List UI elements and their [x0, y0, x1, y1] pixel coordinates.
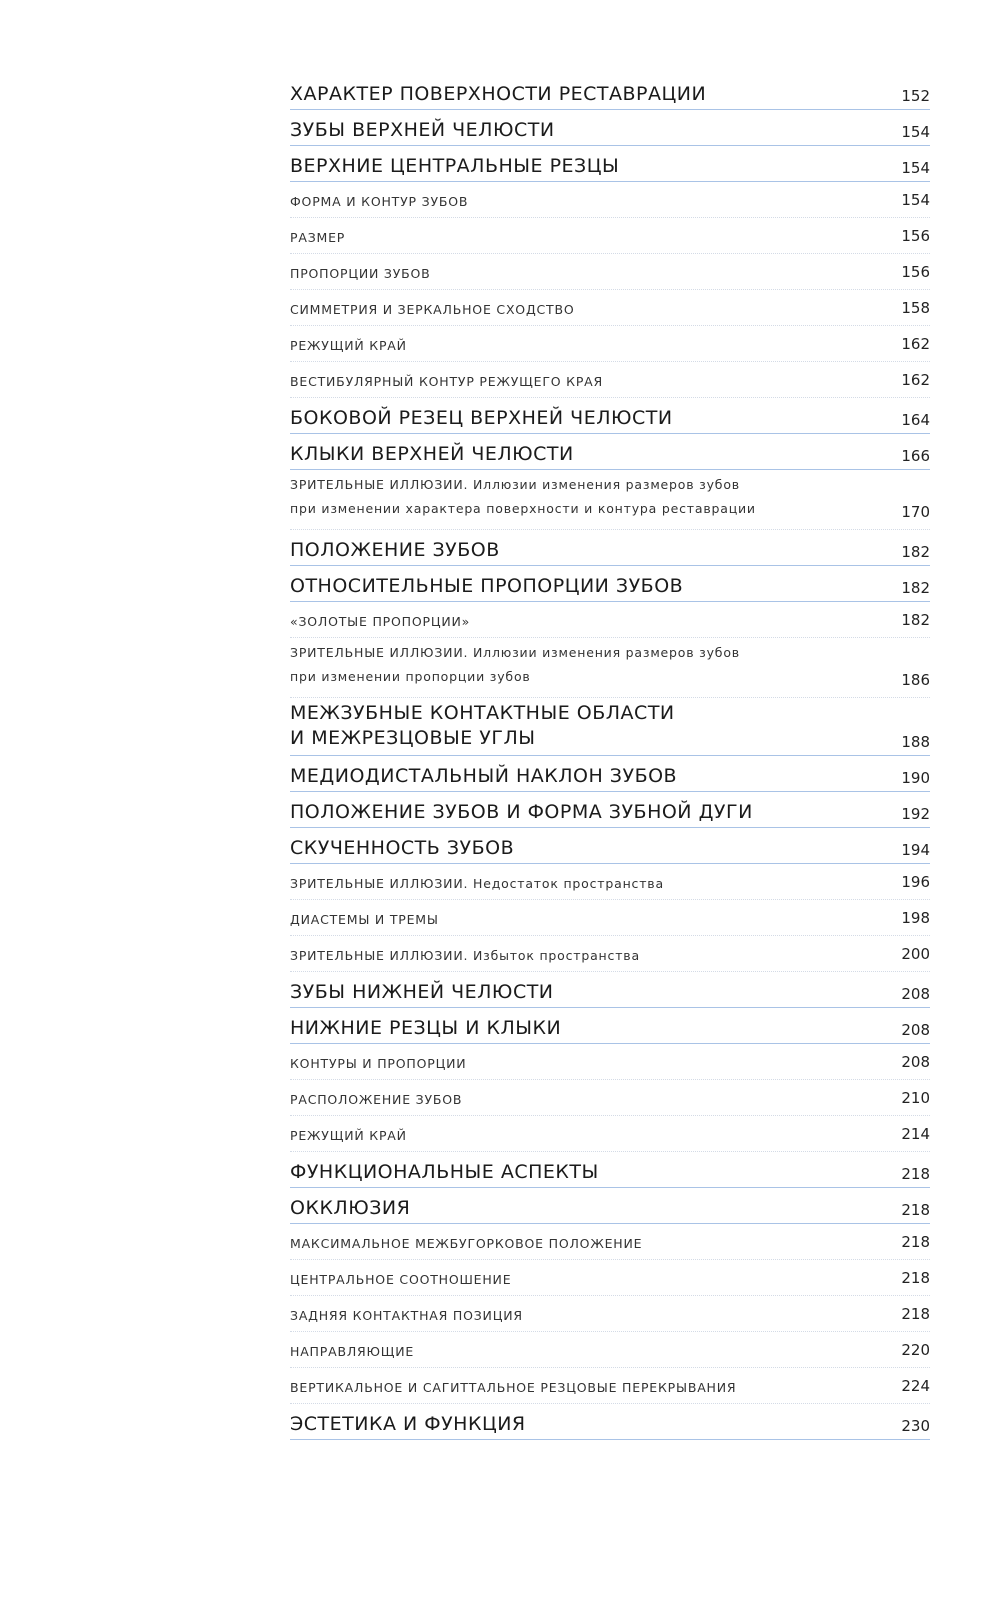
toc-page-number: 182 [901, 543, 930, 561]
toc-entry[interactable] [290, 398, 930, 434]
toc-page-number: 154 [901, 191, 930, 209]
toc-entry[interactable] [290, 566, 930, 602]
toc-page-number: 170 [901, 503, 930, 521]
toc-entry-title: НИЖНИЕ РЕЗЦЫ И КЛЫКИ [290, 1017, 562, 1039]
toc-entry-title [290, 473, 886, 521]
toc-entry-title: РАСПОЛОЖЕНИЕ ЗУБОВ [290, 1092, 463, 1107]
toc-entry[interactable] [290, 182, 930, 218]
toc-page-number: 218 [901, 1233, 930, 1251]
toc-entry-title: РЕЖУЩИЙ КРАЙ [290, 1128, 407, 1143]
toc-entry-title: ЗАДНЯЯ КОНТАКТНАЯ ПОЗИЦИЯ [290, 1308, 523, 1323]
toc-entry-title: НАПРАВЛЯЮЩИЕ [290, 1344, 415, 1359]
toc-entry-line: ЗРИТЕЛЬНЫЕ ИЛЛЮЗИИ. Иллюзии изменения размеров зубов [290, 645, 740, 660]
toc-entry-title: ВЕСТИБУЛЯРНЫЙ КОНТУР РЕЖУЩЕГО КРАЯ [290, 374, 604, 389]
toc-entry[interactable] [290, 110, 930, 146]
toc-page-number: 156 [901, 227, 930, 245]
toc-entry-title: БОКОВОЙ РЕЗЕЦ ВЕРХНЕЙ ЧЕЛЮСТИ [290, 407, 673, 429]
toc-page-number: 192 [901, 805, 930, 823]
toc-entry-title [290, 641, 886, 689]
toc-entry[interactable] [290, 698, 930, 756]
toc-entry-title: СКУЧЕННОСТЬ ЗУБОВ [290, 837, 515, 859]
toc-entry-title: ВЕРХНИЕ ЦЕНТРАЛЬНЫЕ РЕЗЦЫ [290, 155, 620, 177]
toc-entry-title: СИММЕТРИЯ И ЗЕРКАЛЬНОЕ СХОДСТВО [290, 302, 575, 317]
toc-entry-title: «ЗОЛОТЫЕ ПРОПОРЦИИ» [290, 614, 471, 629]
toc-page-number: 224 [901, 1377, 930, 1395]
toc-entry[interactable] [290, 1116, 930, 1152]
toc-entry-title: ПРОПОРЦИИ ЗУБОВ [290, 266, 431, 281]
toc-entry-title: ПОЛОЖЕНИЕ ЗУБОВ [290, 539, 500, 561]
toc-entry-title: ЦЕНТРАЛЬНОЕ СООТНОШЕНИЕ [290, 1272, 512, 1287]
toc-entry-title: ОТНОСИТЕЛЬНЫЕ ПРОПОРЦИИ ЗУБОВ [290, 575, 684, 597]
toc-entry[interactable] [290, 290, 930, 326]
toc-page-number: 162 [901, 371, 930, 389]
toc-entry[interactable] [290, 326, 930, 362]
toc-entry[interactable] [290, 828, 930, 864]
toc-page-number: 162 [901, 335, 930, 353]
toc-entry[interactable] [290, 1224, 930, 1260]
toc-entry-title: ФУНКЦИОНАЛЬНЫЕ АСПЕКТЫ [290, 1161, 599, 1183]
toc-entry-title: ХАРАКТЕР ПОВЕРХНОСТИ РЕСТАВРАЦИИ [290, 83, 707, 105]
toc-page-number: 208 [901, 1021, 930, 1039]
toc-page-number: 200 [901, 945, 930, 963]
toc-page-number: 166 [901, 447, 930, 465]
toc-entry[interactable] [290, 792, 930, 828]
toc-entry[interactable] [290, 936, 930, 972]
toc-entry[interactable] [290, 900, 930, 936]
toc-entry[interactable] [290, 1008, 930, 1044]
toc-page-number: 208 [901, 985, 930, 1003]
toc-entry-title: ЗУБЫ ВЕРХНЕЙ ЧЕЛЮСТИ [290, 119, 555, 141]
toc-entry-line: при изменении характера поверхности и контура реставрации [290, 501, 756, 516]
toc-entry-title [290, 701, 886, 751]
table-of-contents [290, 74, 930, 1440]
toc-page-number: 210 [901, 1089, 930, 1107]
toc-entry[interactable] [290, 74, 930, 110]
toc-entry-line: ЗРИТЕЛЬНЫЕ ИЛЛЮЗИИ. Иллюзии изменения размеров зубов [290, 477, 740, 492]
toc-page-number: 164 [901, 411, 930, 429]
toc-entry-title: КОНТУРЫ И ПРОПОРЦИИ [290, 1056, 467, 1071]
toc-entry-title: ЗРИТЕЛЬНЫЕ ИЛЛЮЗИИ. Недостаток пространства [290, 876, 664, 891]
toc-entry[interactable] [290, 1332, 930, 1368]
toc-page-number: 214 [901, 1125, 930, 1143]
toc-entry-title: ФОРМА И КОНТУР ЗУБОВ [290, 194, 469, 209]
toc-page-number: 194 [901, 841, 930, 859]
toc-entry-title: КЛЫКИ ВЕРХНЕЙ ЧЕЛЮСТИ [290, 443, 574, 465]
toc-page-number: 208 [901, 1053, 930, 1071]
toc-entry[interactable] [290, 1080, 930, 1116]
toc-entry[interactable] [290, 1296, 930, 1332]
toc-entry[interactable] [290, 972, 930, 1008]
toc-page-number: 190 [901, 769, 930, 787]
toc-entry-title: ЭСТЕТИКА И ФУНКЦИЯ [290, 1413, 526, 1435]
toc-page-number: 218 [901, 1305, 930, 1323]
toc-page-number: 218 [901, 1269, 930, 1287]
toc-entry-line: при изменении пропорции зубов [290, 669, 531, 684]
toc-entry[interactable] [290, 218, 930, 254]
toc-entry[interactable] [290, 530, 930, 566]
toc-entry[interactable] [290, 434, 930, 470]
toc-page-number: 188 [901, 733, 930, 751]
toc-entry[interactable] [290, 1368, 930, 1404]
toc-entry-title: ОККЛЮЗИЯ [290, 1197, 411, 1219]
toc-entry-title: ВЕРТИКАЛЬНОЕ И САГИТТАЛЬНОЕ РЕЗЦОВЫЕ ПЕРЕКРЫВАНИЯ [290, 1380, 737, 1395]
toc-page-number: 220 [901, 1341, 930, 1359]
toc-entry[interactable] [290, 864, 930, 900]
toc-entry[interactable] [290, 602, 930, 638]
toc-page-number: 156 [901, 263, 930, 281]
toc-entry[interactable] [290, 1260, 930, 1296]
toc-page-number: 196 [901, 873, 930, 891]
toc-entry[interactable] [290, 1152, 930, 1188]
toc-entry-title: РЕЖУЩИЙ КРАЙ [290, 338, 407, 353]
toc-entry[interactable] [290, 756, 930, 792]
toc-entry-title: ЗУБЫ НИЖНЕЙ ЧЕЛЮСТИ [290, 981, 554, 1003]
toc-page-number: 182 [901, 579, 930, 597]
toc-entry-title: МАКСИМАЛЬНОЕ МЕЖБУГОРКОВОЕ ПОЛОЖЕНИЕ [290, 1236, 643, 1251]
toc-entry[interactable] [290, 1404, 930, 1440]
toc-entry[interactable] [290, 254, 930, 290]
toc-entry-title: МЕДИОДИСТАЛЬНЫЙ НАКЛОН ЗУБОВ [290, 765, 678, 787]
toc-entry[interactable] [290, 1044, 930, 1080]
toc-entry-title: ЗРИТЕЛЬНЫЕ ИЛЛЮЗИИ. Избыток пространства [290, 948, 640, 963]
toc-page-number: 230 [901, 1417, 930, 1435]
toc-page-number: 218 [901, 1165, 930, 1183]
toc-entry[interactable] [290, 1188, 930, 1224]
toc-entry[interactable] [290, 638, 930, 698]
toc-page-number: 154 [901, 123, 930, 141]
toc-page-number: 152 [901, 87, 930, 105]
toc-page-number: 218 [901, 1201, 930, 1219]
toc-page-number: 182 [901, 611, 930, 629]
toc-page-number: 158 [901, 299, 930, 317]
toc-page-number: 186 [901, 671, 930, 689]
toc-entry-line: И МЕЖРЕЗЦОВЫЕ УГЛЫ [290, 727, 536, 749]
toc-entry-title: РАЗМЕР [290, 230, 346, 245]
toc-entry[interactable] [290, 470, 930, 530]
toc-entry[interactable] [290, 362, 930, 398]
toc-entry-title: ПОЛОЖЕНИЕ ЗУБОВ И ФОРМА ЗУБНОЙ ДУГИ [290, 801, 753, 823]
toc-entry-line: МЕЖЗУБНЫЕ КОНТАКТНЫЕ ОБЛАСТИ [290, 702, 675, 724]
toc-entry[interactable] [290, 146, 930, 182]
toc-page-number: 154 [901, 159, 930, 177]
toc-page-number: 198 [901, 909, 930, 927]
toc-entry-title: ДИАСТЕМЫ И ТРЕМЫ [290, 912, 439, 927]
